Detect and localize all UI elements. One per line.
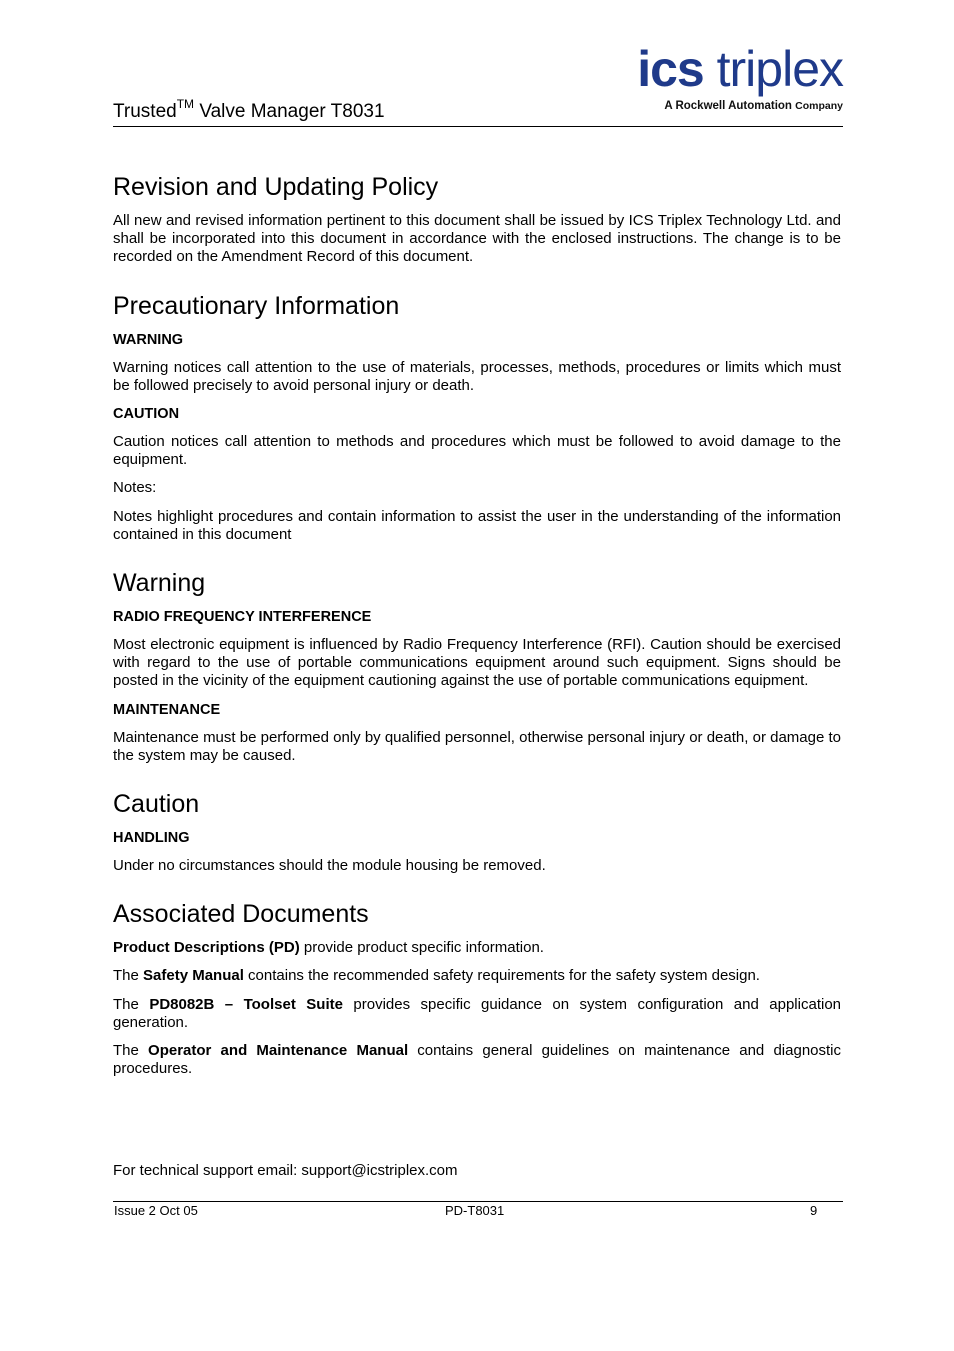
notes-body: Notes highlight procedures and contain information to assist the user in the understanding of the information contained in this document xyxy=(113,507,841,543)
footer-issue: Issue 2 Oct 05 xyxy=(114,1203,198,1218)
logo-tagline-text: A Rockwell Automation xyxy=(664,100,792,112)
revision-policy-body: All new and revised information pertinent to this document shall be issued by ICS Triplex Technology Ltd. and shall be incorporated into this document in accordance with the enclosed instructions. The change is to be recorded on the Amendment Record of this document. xyxy=(113,212,841,266)
toolset-suite-term: PD8082B – Toolset Suite xyxy=(149,995,343,1013)
warning-notice-body: Warning notices call attention to the use of materials, processes, methods, procedures or limits which must be followed precisely to avoid personal injury or death. xyxy=(113,358,841,394)
trademark-superscript: TM xyxy=(176,96,195,111)
safety-manual-pre: The xyxy=(113,967,144,985)
heading-associated-documents: Associated Documents xyxy=(113,900,369,929)
logo-ics: ics xyxy=(637,41,704,97)
logo-triplex: triplex xyxy=(716,41,843,97)
toolset-suite-text: provides specific guidance on system configuration and application generation. xyxy=(113,995,842,1031)
company-logo xyxy=(611,42,843,112)
heading-caution: Caution xyxy=(113,790,200,819)
heading-warning: Warning xyxy=(113,569,206,598)
caution-notice-body: Caution notices call attention to methods and procedures which must be followed to avoid damage to the equipment. xyxy=(113,433,841,469)
maintenance-body: Maintenance must be performed only by qualified personnel, otherwise personal injury or death, or damage to the system may be caused. xyxy=(113,728,841,764)
footer-divider xyxy=(113,1201,843,1202)
safety-manual-paragraph xyxy=(113,967,841,985)
title-suffix: Valve Manager T8031 xyxy=(194,101,385,122)
label-maintenance: MAINTENANCE xyxy=(113,701,221,718)
operator-manual-paragraph xyxy=(113,1042,841,1078)
label-caution: CAUTION xyxy=(113,406,180,423)
footer-document-id: PD-T8031 xyxy=(445,1203,505,1218)
footer-page-number: 9 xyxy=(810,1203,818,1218)
operator-manual-text: contains general guidelines on maintenance and diagnostic procedures. xyxy=(113,1042,842,1078)
rfi-body: Most electronic equipment is influenced by Radio Frequency Interference (RFI). Caution should be exercised with regard to the use of portable communications equipment around such equipment. Signs should be posted in the vicinity of the equipment cautioning against the use of portable communications equipment. xyxy=(113,636,841,690)
logo-company-text: Company xyxy=(795,100,843,112)
logo-tagline xyxy=(611,100,843,112)
label-handling: HANDLING xyxy=(113,830,190,847)
heading-revision-policy: Revision and Updating Policy xyxy=(113,173,439,201)
label-warning: WARNING xyxy=(113,331,184,348)
label-radio-frequency-interference: RADIO FREQUENCY INTERFERENCE xyxy=(113,609,372,626)
product-descriptions-text: provide product specific information. xyxy=(299,939,544,957)
title-prefix: Trusted xyxy=(113,101,177,122)
document-title xyxy=(113,96,385,124)
technical-support-line: For technical support email: support@icstriplex.com xyxy=(113,1162,458,1179)
header-divider xyxy=(113,126,843,127)
safety-manual-text: contains the recommended safety requirements for the safety system design. xyxy=(243,967,760,985)
handling-body: Under no circumstances should the module housing be removed. xyxy=(113,857,546,875)
label-notes: Notes: xyxy=(113,479,157,497)
logo-wordmark xyxy=(611,42,843,96)
toolset-suite-pre: The xyxy=(113,995,150,1013)
safety-manual-term: Safety Manual xyxy=(143,967,244,985)
product-descriptions-term: Product Descriptions (PD) xyxy=(113,939,300,957)
toolset-suite-paragraph xyxy=(113,996,841,1032)
product-descriptions-paragraph xyxy=(113,939,841,957)
operator-manual-term: Operator and Maintenance Manual xyxy=(148,1042,409,1060)
main-content xyxy=(113,172,841,1088)
operator-manual-pre: The xyxy=(113,1042,149,1060)
heading-precautionary-information: Precautionary Information xyxy=(113,291,400,320)
